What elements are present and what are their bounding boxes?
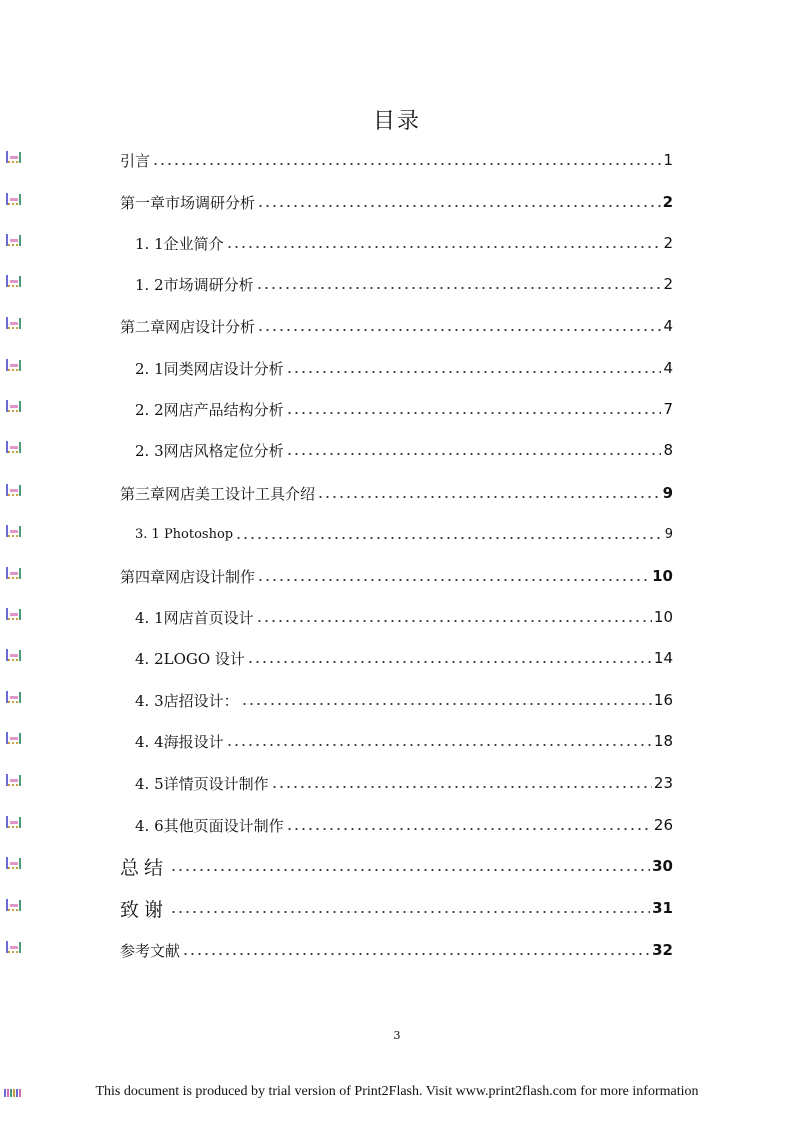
anchor-marker-icon [5, 192, 21, 206]
anchor-marker-icon [5, 483, 21, 497]
toc-entry[interactable] [135, 229, 673, 257]
toc-row [0, 312, 794, 340]
toc-entry[interactable] [135, 769, 673, 797]
dot-leader [152, 162, 661, 166]
toc-entry[interactable] [135, 395, 673, 423]
toc-entry[interactable] [135, 520, 673, 548]
toc-label: 总结 [120, 856, 169, 879]
toc-row [0, 894, 794, 922]
toc-page: 8 [663, 441, 673, 459]
dot-leader [235, 536, 661, 540]
dot-leader [247, 660, 652, 664]
toc-page: 32 [652, 941, 673, 959]
toc-page: 2 [662, 193, 673, 211]
toc-page: 10 [653, 608, 673, 626]
toc-entry[interactable] [120, 894, 673, 922]
dot-leader [286, 452, 661, 456]
toc-page: 23 [653, 774, 673, 792]
toc-label: 1. 2市场调研分析 [135, 275, 254, 294]
toc-title: 目录 [372, 109, 421, 134]
toc-label: 4. 3店招设计： [135, 691, 239, 710]
dot-leader [257, 328, 661, 332]
toc-label: 引言 [120, 151, 151, 170]
toc-page: 14 [653, 649, 673, 667]
toc-row [0, 270, 794, 298]
toc-page: 18 [653, 732, 673, 750]
toc-page: 7 [663, 400, 673, 418]
toc-entry[interactable] [135, 354, 673, 382]
toc-page: 2 [663, 275, 673, 293]
dot-leader [226, 743, 652, 747]
anchor-marker-icon [5, 648, 21, 662]
anchor-marker-icon [5, 773, 21, 787]
toc-entry[interactable] [120, 852, 673, 880]
toc-label: 4. 1网店首页设计 [135, 608, 254, 627]
toc-row [0, 644, 794, 672]
toc-entry[interactable] [135, 811, 673, 839]
dot-leader [286, 827, 652, 831]
page-number: 3 [393, 1029, 401, 1042]
dot-leader [271, 785, 652, 789]
anchor-marker-icon [5, 690, 21, 704]
dot-leader [170, 868, 650, 872]
toc-row [0, 229, 794, 257]
dot-leader [241, 702, 652, 706]
toc-row [0, 852, 794, 880]
toc-page: 4 [663, 317, 673, 335]
toc-page: 2 [663, 234, 673, 252]
toc-entry[interactable] [120, 479, 673, 507]
dot-leader [257, 578, 650, 582]
dot-leader [256, 619, 652, 623]
anchor-marker-icon [5, 524, 21, 538]
toc-row [0, 686, 794, 714]
anchor-marker-icon [5, 440, 21, 454]
dot-leader [170, 910, 650, 914]
dot-leader [226, 245, 661, 249]
toc-label: 参考文献 [120, 941, 181, 960]
toc-row [0, 769, 794, 797]
anchor-marker-icon [5, 150, 21, 164]
anchor-marker-icon [5, 358, 21, 372]
toc-entry[interactable] [135, 603, 673, 631]
anchor-marker-icon [5, 731, 21, 745]
toc-page: 4 [663, 359, 673, 377]
anchor-marker-icon [5, 815, 21, 829]
toc-row [0, 146, 794, 174]
anchor-marker-icon [5, 274, 21, 288]
toc-page: 9 [662, 484, 673, 502]
toc-label: 1. 1企业简介 [135, 234, 224, 253]
toc-label: 4. 4海报设计 [135, 732, 224, 751]
anchor-marker-icon [5, 316, 21, 330]
toc-row [0, 811, 794, 839]
anchor-marker-icon [5, 566, 21, 580]
toc-row [0, 520, 794, 548]
toc-entry[interactable] [120, 188, 673, 216]
toc-entry[interactable] [135, 644, 673, 672]
anchor-marker-icon [5, 607, 21, 621]
dot-leader [286, 370, 661, 374]
toc-label: 2. 3网店风格定位分析 [135, 441, 284, 460]
toc-label: 致谢 [120, 898, 169, 921]
toc-page: 10 [652, 567, 673, 585]
toc-row [0, 436, 794, 464]
toc-entry[interactable] [120, 562, 673, 590]
anchor-marker-icon [5, 940, 21, 954]
toc-label: 2. 2网店产品结构分析 [135, 400, 284, 419]
toc-row [0, 188, 794, 216]
toc-entry[interactable] [135, 686, 673, 714]
toc-row [0, 603, 794, 631]
toc-row [0, 354, 794, 382]
toc-label: 4. 6其他页面设计制作 [135, 816, 284, 835]
toc-entry[interactable] [135, 727, 673, 755]
toc-label: 第一章市场调研分析 [120, 193, 256, 212]
toc-label: 4. 5详情页设计制作 [135, 774, 269, 793]
toc-label: 4. 2LOGO 设计 [135, 649, 245, 668]
toc-label: 第二章网店设计分析 [120, 317, 256, 336]
toc-entry[interactable] [120, 312, 673, 340]
dot-leader [257, 204, 661, 208]
toc-page: 1 [663, 151, 673, 169]
dot-leader [317, 495, 661, 499]
toc-row [0, 479, 794, 507]
toc-row [0, 727, 794, 755]
toc-label: 2. 1同类网店设计分析 [135, 359, 284, 378]
toc-row [0, 936, 794, 964]
toc-page: 9 [664, 526, 673, 542]
trial-watermark-footer: This document is produced by trial version of Print2Flash. Visit www.print2flash.com for more information [95, 1084, 699, 1099]
dot-leader [286, 411, 661, 415]
toc-label: 3. 1 Photoshop [135, 526, 234, 542]
toc-row [0, 395, 794, 423]
anchor-marker-icon [5, 399, 21, 413]
toc-entry[interactable] [135, 270, 673, 298]
anchor-marker-icon [5, 856, 21, 870]
toc-page: 30 [652, 857, 673, 875]
toc-entry[interactable] [135, 436, 673, 464]
anchor-marker-icon [5, 898, 21, 912]
toc-page: 26 [653, 816, 673, 834]
toc-page: 31 [652, 899, 673, 917]
toc-entry[interactable] [120, 146, 673, 174]
toc-page: 16 [653, 691, 673, 709]
toc-label: 第四章网店设计制作 [120, 567, 256, 586]
anchor-marker-icon [5, 233, 21, 247]
toc-label: 第三章网店美工设计工具介绍 [120, 484, 316, 503]
dot-leader [182, 952, 650, 956]
dot-leader [256, 286, 661, 290]
toc-entry[interactable] [120, 936, 673, 964]
toc-row [0, 562, 794, 590]
